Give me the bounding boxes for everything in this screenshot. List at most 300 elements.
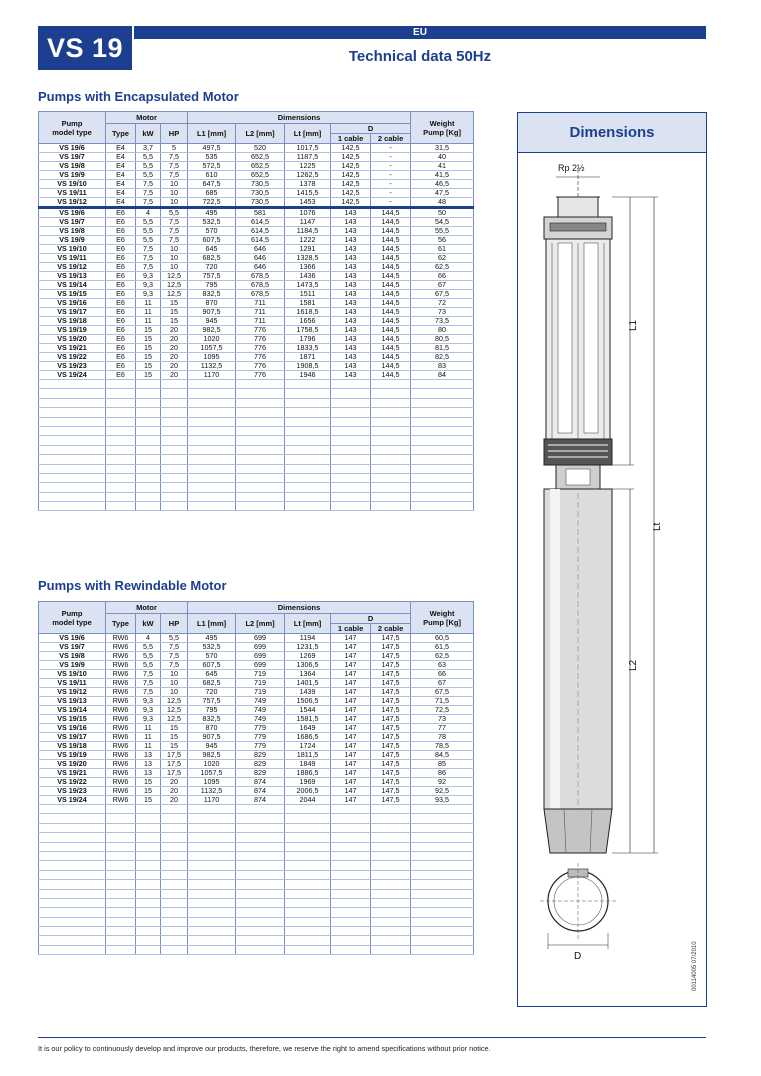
table-cell: E6 [106,344,136,353]
table-cell: 11 [136,308,161,317]
table-cell: RW6 [106,715,136,724]
table-cell: 829 [236,769,285,778]
header-type: Type [106,614,136,634]
table-cell: 614,5 [236,218,285,227]
table-cell: 832,5 [188,715,236,724]
table-cell: 874 [236,778,285,787]
pump-model-cell: VS 19/10 [39,245,106,254]
empty-cell [106,464,136,473]
table-cell: 143 [331,245,371,254]
table-cell: E4 [106,180,136,189]
table-cell: 147 [331,733,371,742]
empty-cell [188,927,236,936]
table-cell: 520 [236,144,285,153]
table-cell: 779 [236,733,285,742]
table-cell: - [371,144,411,153]
table-cell: E6 [106,299,136,308]
table-cell: 7,5 [161,652,188,661]
table-cell: 147,5 [371,787,411,796]
table-cell: 142,5 [331,189,371,198]
empty-cell [188,398,236,407]
table-cell: - [371,153,411,162]
table-cell: 7,5 [161,162,188,171]
pump-model-cell: VS 19/13 [39,272,106,281]
empty-cell [285,445,331,454]
table-cell: 711 [236,317,285,326]
empty-cell [188,473,236,482]
pump-model-cell: VS 19/9 [39,236,106,245]
empty-cell [371,398,411,407]
empty-cell [285,492,331,501]
empty-cell [161,464,188,473]
table-cell: 73 [411,308,474,317]
empty-cell [188,464,236,473]
table-cell: 80,5 [411,335,474,344]
empty-cell [39,870,106,879]
empty-cell [285,389,331,398]
empty-cell [39,408,106,417]
pump-model-cell: VS 19/11 [39,679,106,688]
empty-cell [136,473,161,482]
table-cell: 142,5 [331,144,371,153]
empty-cell [411,880,474,889]
table-row [39,787,474,796]
table-cell: 15 [161,299,188,308]
table-cell: 1291 [285,245,331,254]
table-cell: 7,5 [161,227,188,236]
empty-cell [188,917,236,926]
table-cell: 1511 [285,290,331,299]
empty-cell [188,936,236,945]
table-cell: 9,3 [136,272,161,281]
table-row [39,180,474,189]
table-cell: 570 [188,227,236,236]
table-cell: 1849 [285,760,331,769]
table-row [39,706,474,715]
table-cell: 1506,5 [285,697,331,706]
empty-cell [161,436,188,445]
table-cell: 15 [136,796,161,805]
table-cell: 1758,5 [285,326,331,335]
empty-cell [136,861,161,870]
table-cell: 1095 [188,353,236,362]
table-cell: RW6 [106,661,136,670]
table-cell: E6 [106,263,136,272]
table-cell: 1473,5 [285,281,331,290]
table-cell: 13 [136,760,161,769]
table-cell: 12,5 [161,272,188,281]
table-cell: 12,5 [161,281,188,290]
empty-cell [106,445,136,454]
empty-row [39,908,474,917]
table-cell: 147,5 [371,742,411,751]
table-cell: 1057,5 [188,769,236,778]
empty-cell [285,464,331,473]
table-cell: 652,5 [236,171,285,180]
empty-cell [411,398,474,407]
empty-cell [285,814,331,823]
table-cell: 7,5 [161,153,188,162]
empty-cell [39,945,106,954]
pump-model-cell: VS 19/17 [39,733,106,742]
table-cell: E6 [106,326,136,335]
empty-cell [411,445,474,454]
table-cell: 15 [161,724,188,733]
empty-cell [106,805,136,814]
empty-cell [331,483,371,492]
table-row [39,308,474,317]
empty-cell [136,389,161,398]
table-cell: 1170 [188,371,236,380]
pump-model-cell: VS 19/16 [39,299,106,308]
table-cell: 7,5 [161,643,188,652]
empty-cell [331,445,371,454]
table-cell: 11 [136,299,161,308]
empty-row [39,842,474,851]
empty-cell [161,502,188,511]
table-cell: 13 [136,769,161,778]
table-cell: 47,5 [411,189,474,198]
table-cell: RW6 [106,697,136,706]
table-cell: 1415,5 [285,189,331,198]
table-row [39,344,474,353]
empty-cell [236,917,285,926]
l1-label: L1 [628,319,639,331]
table-cell: 62 [411,254,474,263]
pump-model-cell: VS 19/7 [39,218,106,227]
empty-cell [188,426,236,435]
table-cell: 142,5 [331,162,371,171]
empty-cell [136,436,161,445]
empty-cell [371,945,411,954]
pump-model-cell: VS 19/22 [39,778,106,787]
empty-cell [106,861,136,870]
table-cell: 1262,5 [285,171,331,180]
empty-cell [39,880,106,889]
table-row [39,144,474,153]
table-cell: 1796 [285,335,331,344]
table-cell: 720 [188,263,236,272]
empty-cell [236,823,285,832]
table-cell: 719 [236,670,285,679]
empty-cell [285,380,331,389]
dimensions-title: Dimensions [518,113,706,153]
table-cell: 610 [188,171,236,180]
table-cell: 646 [236,245,285,254]
empty-cell [331,426,371,435]
pump-model-cell: VS 19/16 [39,724,106,733]
pump-model-cell: VS 19/8 [39,227,106,236]
l2-label: L2 [628,659,639,671]
empty-cell [161,805,188,814]
table-cell: 143 [331,326,371,335]
empty-cell [136,408,161,417]
table-row [39,162,474,171]
table-row [39,153,474,162]
empty-cell [136,908,161,917]
table-cell: 56 [411,236,474,245]
empty-row [39,426,474,435]
pump-model-cell: VS 19/6 [39,634,106,643]
table-row [39,371,474,380]
table-cell: 15 [136,787,161,796]
empty-cell [39,851,106,860]
table-cell: E6 [106,254,136,263]
table-cell: 17,5 [161,760,188,769]
table-cell: 83 [411,362,474,371]
table-cell: 1649 [285,724,331,733]
empty-cell [331,917,371,926]
table-cell: 147,5 [371,796,411,805]
pump-model-cell: VS 19/24 [39,371,106,380]
table-cell: 11 [136,733,161,742]
empty-cell [161,455,188,464]
empty-cell [331,833,371,842]
table-cell: 678,5 [236,290,285,299]
empty-cell [236,408,285,417]
table-cell: RW6 [106,643,136,652]
table-cell: 143 [331,344,371,353]
empty-cell [236,426,285,435]
empty-cell [371,805,411,814]
empty-cell [136,927,161,936]
empty-cell [331,870,371,879]
empty-cell [39,889,106,898]
pump-model-cell: VS 19/21 [39,769,106,778]
table-cell: 795 [188,706,236,715]
empty-cell [39,455,106,464]
table-cell: 147,5 [371,778,411,787]
table-cell: 645 [188,245,236,254]
empty-cell [331,417,371,426]
table-cell: 147,5 [371,688,411,697]
empty-cell [39,426,106,435]
empty-row [39,814,474,823]
table-cell: 20 [161,778,188,787]
empty-row [39,861,474,870]
table-cell: 77 [411,724,474,733]
table-cell: 147 [331,760,371,769]
table-cell: 1366 [285,263,331,272]
table-row [39,272,474,281]
empty-row [39,455,474,464]
empty-cell [236,814,285,823]
table-row [39,697,474,706]
empty-row [39,936,474,945]
table-cell: 982,5 [188,751,236,760]
table-cell: 5,5 [161,208,188,218]
empty-cell [411,408,474,417]
empty-row [39,880,474,889]
empty-cell [188,861,236,870]
table-cell: 73,5 [411,317,474,326]
empty-cell [411,389,474,398]
table-row [39,189,474,198]
table-cell: 776 [236,344,285,353]
table-cell: 1436 [285,272,331,281]
empty-cell [371,455,411,464]
table-cell: 142,5 [331,180,371,189]
table-row [39,796,474,805]
empty-cell [371,823,411,832]
table-cell: 48 [411,198,474,208]
table-cell: 144,5 [371,272,411,281]
pump-model-cell: VS 19/14 [39,706,106,715]
table-cell: 67 [411,679,474,688]
table-cell: 532,5 [188,643,236,652]
table-cell: E6 [106,290,136,299]
table-cell: RW6 [106,688,136,697]
table-row [39,281,474,290]
table-cell: 147,5 [371,643,411,652]
table-cell: 147 [331,643,371,652]
empty-cell [106,908,136,917]
table-cell: 61,5 [411,643,474,652]
table-cell: 572,5 [188,162,236,171]
table-cell: 607,5 [188,661,236,670]
table-row [39,290,474,299]
table-row [39,742,474,751]
table-cell: 7,5 [136,245,161,254]
table-cell: 12,5 [161,715,188,724]
table-cell: E4 [106,198,136,208]
empty-cell [106,851,136,860]
table-cell: 144,5 [371,263,411,272]
empty-cell [285,898,331,907]
table-cell: 144,5 [371,227,411,236]
table-cell: 10 [161,670,188,679]
table-cell: 7,5 [136,189,161,198]
table-cell: 1908,5 [285,362,331,371]
empty-cell [236,417,285,426]
empty-cell [411,861,474,870]
empty-cell [285,398,331,407]
empty-cell [136,936,161,945]
table-cell: 15 [136,344,161,353]
table-cell: 147,5 [371,634,411,643]
table-cell: 147 [331,634,371,643]
empty-cell [371,851,411,860]
table-cell: 143 [331,335,371,344]
empty-cell [161,842,188,851]
empty-row [39,927,474,936]
empty-cell [39,842,106,851]
empty-cell [411,898,474,907]
empty-cell [411,426,474,435]
empty-cell [161,483,188,492]
table-cell: RW6 [106,787,136,796]
table-row [39,760,474,769]
empty-cell [188,455,236,464]
table-cell: 46,5 [411,180,474,189]
empty-cell [371,870,411,879]
table-cell: 1439 [285,688,331,697]
table-cell: 10 [161,254,188,263]
empty-row [39,945,474,954]
empty-row [39,408,474,417]
table-cell: 20 [161,787,188,796]
header-l1: L1 [mm] [188,124,236,144]
encapsulated-motor-table [38,111,474,511]
table-cell: 9,3 [136,706,161,715]
header-lt: Lt [mm] [285,124,331,144]
empty-cell [236,398,285,407]
pump-model-cell: VS 19/18 [39,742,106,751]
table-cell: 776 [236,353,285,362]
table-cell: 1946 [285,371,331,380]
pump-model-cell: VS 19/20 [39,335,106,344]
empty-cell [188,889,236,898]
table-row [39,171,474,180]
pump-model-cell: VS 19/15 [39,290,106,299]
empty-cell [136,842,161,851]
table-cell: 645 [188,670,236,679]
table-cell: 15 [161,733,188,742]
table-cell: 682,5 [188,254,236,263]
empty-cell [411,908,474,917]
table-cell: 147,5 [371,715,411,724]
table-cell: 143 [331,353,371,362]
table-cell: 5,5 [161,634,188,643]
empty-cell [236,483,285,492]
empty-cell [39,936,106,945]
pump-model-cell: VS 19/6 [39,208,106,218]
empty-row [39,870,474,879]
table-cell: 12,5 [161,697,188,706]
empty-cell [188,851,236,860]
empty-cell [188,445,236,454]
empty-cell [236,473,285,482]
empty-cell [371,492,411,501]
table-cell: 84 [411,371,474,380]
empty-cell [39,417,106,426]
table-cell: RW6 [106,778,136,787]
table-cell: 142,5 [331,198,371,208]
table-cell: E6 [106,208,136,218]
table-cell: 143 [331,227,371,236]
table-cell: 2044 [285,796,331,805]
table-cell: 147 [331,679,371,688]
table-row [39,236,474,245]
empty-cell [236,833,285,842]
header-motor: Motor [106,112,188,124]
pump-model-cell: VS 19/19 [39,751,106,760]
table-cell: 757,5 [188,697,236,706]
table-cell: 144,5 [371,353,411,362]
pump-model-cell: VS 19/23 [39,362,106,371]
table-cell: E6 [106,362,136,371]
empty-cell [106,927,136,936]
table-cell: 1184,5 [285,227,331,236]
table-cell: 719 [236,679,285,688]
table-cell: 147 [331,796,371,805]
table-cell: 85 [411,760,474,769]
empty-cell [39,814,106,823]
table-cell: 10 [161,180,188,189]
pump-model-cell: VS 19/7 [39,643,106,652]
table-cell: E6 [106,371,136,380]
empty-cell [331,842,371,851]
table-row [39,254,474,263]
empty-cell [188,492,236,501]
table-cell: 147 [331,787,371,796]
empty-cell [285,417,331,426]
table-cell: 779 [236,724,285,733]
table-cell: 17,5 [161,751,188,760]
table-cell: 15 [136,353,161,362]
pump-model-cell: VS 19/8 [39,162,106,171]
table-cell: 10 [161,263,188,272]
